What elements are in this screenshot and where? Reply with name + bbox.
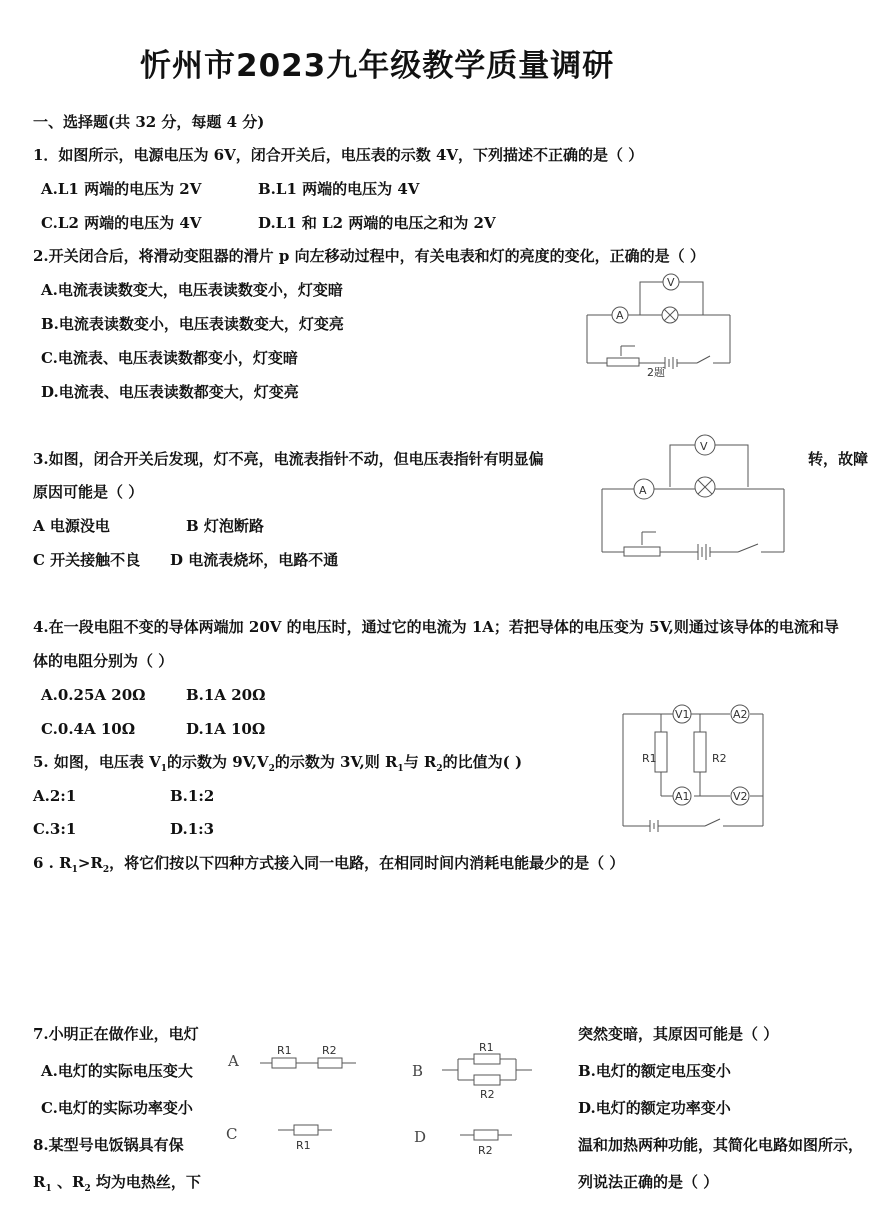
- page-title: 忻州市2023九年级教学质量调研: [140, 48, 615, 84]
- q2-option-d: D.电流表、电压表读数都变大，灯变亮: [41, 383, 299, 401]
- q1-option-c: C.L2 两端的电压为 4V: [41, 214, 202, 232]
- q1-option-d: D.L1 和 L2 两端的电压之和为 2V: [258, 214, 496, 232]
- q6-figure-label-b: B: [412, 1062, 424, 1080]
- q4-option-a: A.0.25A 20Ω: [41, 686, 146, 704]
- q6-a-r1-label: R1: [277, 1044, 292, 1057]
- q8-stem-left: 8.某型号电饭锅具有保: [33, 1136, 184, 1154]
- q7-option-b: B.电灯的额定电压变小: [578, 1062, 731, 1080]
- q5-option-d: D.1:3: [170, 820, 215, 838]
- q2-option-c: C.电流表、电压表读数都变小，灯变暗: [41, 349, 298, 367]
- q3-option-b: B 灯泡断路: [186, 517, 264, 535]
- q7-stem-left: 7.小明正在做作业，电灯: [33, 1025, 199, 1043]
- q5-v2-label: V2: [733, 790, 748, 803]
- q4-option-d: D.1A 10Ω: [186, 720, 266, 738]
- q5-v1-label: V1: [675, 708, 690, 721]
- q4-stem-line2: 体的电阻分别为（ ）: [33, 652, 174, 670]
- q6-figure-label-d: D: [414, 1128, 427, 1146]
- q2-meter-a-label: A: [616, 309, 624, 322]
- q3-option-c: C 开关接触不良: [33, 551, 141, 569]
- q6-stem: 6 . $R_1>R_2$，将它们按以下四种方式接入同一电路，在相同时间内消耗电能最少的是（ ）: [33, 854, 625, 875]
- q5-a1-label: A1: [675, 790, 690, 803]
- q8-line2-left: $R_1$ 、$R_2$ 均为电热丝，下: [33, 1173, 201, 1194]
- q3-meter-v-label: V: [700, 440, 708, 453]
- q6-c-r1-label: R1: [296, 1139, 311, 1152]
- q6-b-r1-label: R1: [479, 1041, 494, 1054]
- q2-stem: 2.开关闭合后，将滑动变阻器的滑片 p 向左移动过程中，有关电表和灯的亮度的变化，正确的是（ ）: [33, 247, 705, 265]
- q3-stem-line2: 原因可能是（ ）: [33, 483, 144, 501]
- q1-option-b: B.L1 两端的电压为 4V: [258, 180, 420, 198]
- q5-r2-label: R2: [712, 752, 727, 765]
- q5-option-a: A.2:1: [33, 787, 77, 805]
- q8-line2-right: 列说法正确的是（ ）: [578, 1173, 719, 1191]
- q2-option-a: A.电流表读数变大，电压表读数变小，灯变暗: [41, 281, 343, 299]
- q5-circuit-diagram: [620, 702, 770, 832]
- q4-stem-line1: 4.在一段电阻不变的导体两端加 20V 的电压时，通过它的电流为 1A；若把导体的电压变为 5V,则通过该导体的电流和导: [33, 618, 839, 636]
- q5-r1-label: R1: [642, 752, 657, 765]
- q3-option-a: A 电源没电: [33, 517, 110, 535]
- q2-meter-v-label: V: [667, 276, 675, 289]
- q2-option-b: B.电流表读数变小，电压表读数变大，灯变亮: [41, 315, 344, 333]
- q7-option-d: D.电灯的额定功率变小: [578, 1099, 731, 1117]
- q4-option-c: C.0.4A 10Ω: [41, 720, 136, 738]
- q8-stem-right: 温和加热两种功能，其简化电路如图所示，: [578, 1136, 864, 1154]
- q3-meter-a-label: A: [639, 484, 647, 497]
- q5-stem: 5. 如图，电压表 $V_1$的示数为 $9V,V_2$的示数为 3V,则 $R_1$与 $R_2$的比值为( ): [33, 753, 523, 774]
- q6-figure-label-a: A: [228, 1052, 239, 1070]
- q6-options-figure: [220, 1040, 560, 1170]
- q6-figure-label-c: C: [226, 1125, 238, 1143]
- q5-option-b: B.1:2: [170, 787, 215, 805]
- q5-option-c: C.3:1: [33, 820, 77, 838]
- q7-option-a: A.电灯的实际电压变大: [41, 1062, 193, 1080]
- q7-stem-right: 突然变暗，其原因可能是（ ）: [578, 1025, 779, 1043]
- q4-option-b: B.1A 20Ω: [186, 686, 266, 704]
- q1-stem: 1．如图所示，电源电压为 6V，闭合开关后，电压表的示数 4V，下列描述不正确的是（ ）: [33, 146, 644, 164]
- q7-option-c: C.电灯的实际功率变小: [41, 1099, 193, 1117]
- q3-stem-part2: 转，故障: [808, 450, 869, 468]
- q3-stem-part1: 3.如图，闭合开关后发现，灯不亮，电流表指针不动，但电压表指针有明显偏: [33, 450, 544, 468]
- q6-b-r2-label: R2: [480, 1088, 495, 1101]
- q3-option-d: D 电流表烧坏，电路不通: [170, 551, 339, 569]
- q3-circuit-diagram: [598, 432, 788, 560]
- q2-figure-caption: 2题: [647, 366, 665, 379]
- section-heading: 一、选择题(共 32 分，每题 4 分): [33, 113, 265, 131]
- q6-a-r2-label: R2: [322, 1044, 337, 1057]
- q2-circuit-diagram: [585, 270, 745, 380]
- q6-d-r2-label: R2: [478, 1144, 493, 1157]
- q1-option-a: A.L1 两端的电压为 2V: [41, 180, 202, 198]
- q5-a2-label: A2: [733, 708, 748, 721]
